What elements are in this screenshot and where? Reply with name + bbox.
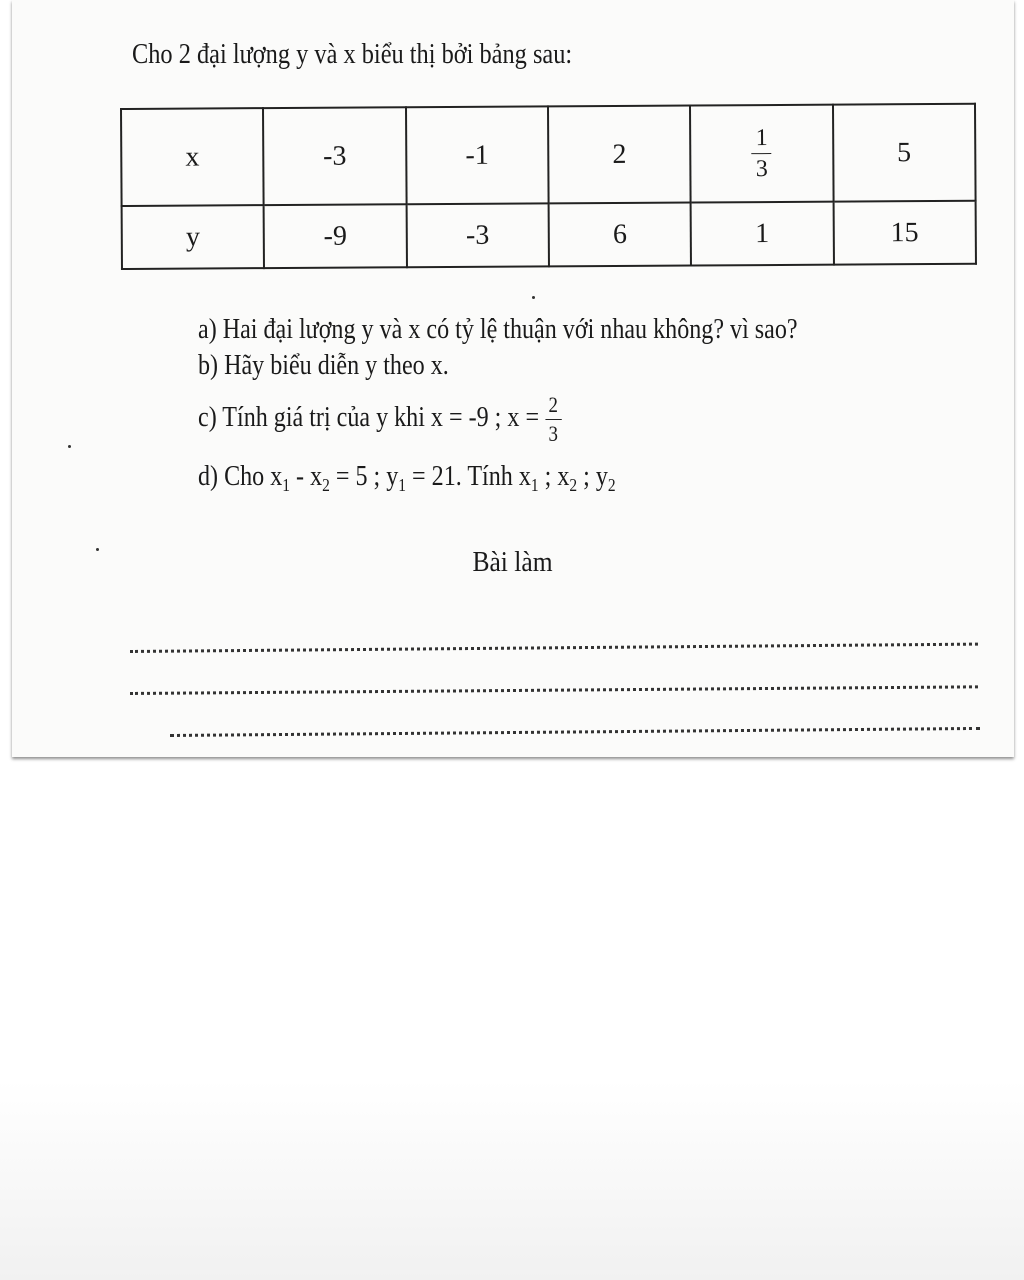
table-cell: 6 [549,203,692,267]
answer-line [130,685,978,695]
question-list [198,312,798,503]
fraction-numerator: 1 [755,125,768,152]
value-table [120,103,977,270]
background-fade [0,1080,1024,1280]
answer-line [170,727,980,737]
table-cell: -3 [263,107,406,205]
question-d-text: = 5 ; y [329,461,399,492]
fraction-denominator: 3 [545,419,561,445]
subscript: 2 [569,475,578,495]
table-cell: -1 [406,106,549,204]
scan-speck [96,548,99,551]
scanned-worksheet [12,0,1014,757]
answer-heading [12,546,1014,579]
table-cell: 2 [548,106,691,204]
table-cell: 1 [691,202,834,266]
question-d [198,459,798,503]
table-row-y [122,201,976,269]
subscript: 2 [322,475,330,495]
fraction-denominator: 3 [752,153,772,181]
row-label-y: y [122,205,265,269]
fraction [545,394,561,445]
subscript: 2 [607,475,616,495]
table-cell: -9 [264,205,407,269]
fraction [752,126,772,181]
question-d-text: d) Cho x [198,461,283,492]
question-b: b) Hãy biểu diễn y theo x. [198,350,449,381]
question-c [198,394,798,445]
question-c-text: c) Tính giá trị của y khi x = -9 ; x = [198,401,540,433]
subscript: 1 [282,475,291,495]
table-row-x [121,104,976,207]
subscript: 1 [530,475,539,495]
table-cell: 15 [833,201,976,265]
table-cell-fraction [690,105,833,203]
question-d-text: = 21. Tính x [406,461,531,492]
question-d-text: ; x [538,461,570,492]
row-label-x: x [121,108,264,206]
question-a: a) Hai đại lượng y và x có tỷ lệ thuận với nhau không? vì sao? [198,314,798,345]
scan-speck [532,296,535,299]
question-d-text: ; y [577,461,608,492]
scan-speck [68,445,71,448]
fraction-numerator: 2 [548,392,558,417]
table-cell: 5 [833,104,976,202]
answer-heading-text: Bài làm [472,546,554,578]
question-d-text: - x [290,461,323,492]
subscript: 1 [398,475,407,495]
problem-intro: Cho 2 đại lượng y và x biểu thị bởi bảng sau: [132,38,573,70]
table-cell: -3 [406,204,549,268]
answer-line [130,643,978,653]
